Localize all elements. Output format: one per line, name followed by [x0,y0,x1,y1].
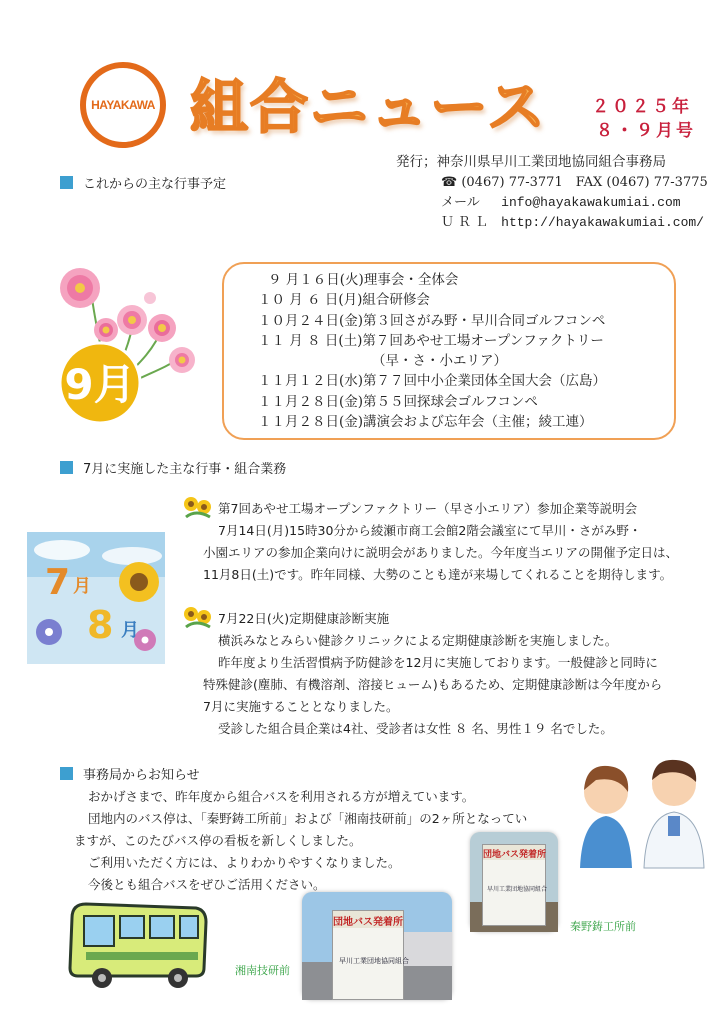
schedule-item: １０月２４日(金)第３回さがみ野・早川合同ゴルフコンペ [258,312,606,329]
square-bullet-icon [60,767,73,780]
item2-line: 横浜みなとみらい健診クリニックによる定期健康診断を実施しました。 [218,633,618,648]
phone-fax: (0467) 77-3771 FAX (0467) 77-3775 [461,175,708,190]
logo-text: HAYAKAWA [91,98,155,112]
url-label: ＵＲＬ [441,215,493,230]
bus-illustration [66,898,210,990]
item1-title: 第7回あやせ工場オープンファクトリー（早さ小エリア）参加企業等説明会 [218,501,638,516]
schedule-item: １１月２８日(金)第５５回探球会ゴルフコンペ [258,393,538,410]
bus-stop-photo-shonan [302,892,452,1000]
phone-icon: ☎ [441,175,458,190]
doctor-figure [644,760,704,868]
sign-subtitle: 早川工業団地協同組合 [339,957,409,965]
section-heading-schedule [60,173,226,192]
issue-year: ２０２５年 [592,97,692,117]
sign-subtitle: 早川工業団地協同組合 [487,886,548,893]
item2-line: 特殊健診(塵肺、有機溶剤、溶接ヒューム)もあるため、定期健康診断は今年度から [203,677,663,692]
schedule-heading: これからの主な行事予定 [83,177,227,192]
july-august-illustration [27,532,165,664]
hayakawa-logo [80,62,166,148]
bus-stop-sign [332,910,409,1000]
sunflower-bullet-icon [182,605,214,631]
sign-title: 団地バス発着所 [483,845,545,860]
schedule-list [258,270,606,432]
month-badge-text: 9月 [64,360,136,409]
square-bullet-icon [60,461,73,474]
notice-line: ますが、このたびバス停の看板を新しくしました。 [74,833,362,848]
notice-heading: 事務局からお知らせ [83,768,200,783]
art-month-7: 7 [45,562,71,603]
item2-line: 7月に実施することとなりました。 [203,699,399,714]
phone-line [441,171,708,190]
item2-title: 7月22日(火)定期健康診断実施 [218,611,390,626]
sunflower-icon [119,562,159,602]
bus-stop-sign [482,844,546,926]
sign-title: 団地バス発着所 [333,911,403,928]
mail-line [441,191,681,210]
health-consultation-illustration [574,750,708,870]
notice-line: ご利用いただく方には、よりわかりやすくなりました。 [88,855,401,870]
notice-line: 団地内のバス停は、「秦野鋳工所前」および「湘南技研前」の2ヶ所となってい [88,811,528,826]
schedule-item: １１ 月 ８ 日(土)第７回あやせ工場オープンファクトリー [258,332,604,349]
item1-line: 7月14日(月)15時30分から綾瀬市商工会館2階会議室にて早川・さがみ野・ [218,523,642,538]
caption-shonan: 湘南技研前 [235,964,290,977]
item1-line: 小園エリアの参加企業向けに説明会がありました。今年度当エリアの開催予定日は、 [203,545,679,560]
notice-line: おかげさまで、昨年度から組合バスを利用される方が増えています。 [88,789,475,804]
cosmos-flower-illustration [40,258,210,434]
url-line [441,211,704,230]
bus-stop-photo-hadano [470,832,558,932]
issue-month: ８・９月号 [596,121,696,141]
art-month-unit-2: 月 [121,620,139,641]
sunflower-bullet-icon [182,495,214,521]
newsletter-title: 組合ニュース [190,73,548,141]
item2-line: 受診した組合員企業は4社、受診者は女性 ８ 名、男性１９ 名でした。 [218,721,613,736]
art-month-8: 8 [87,603,114,647]
square-bullet-icon [60,176,73,189]
schedule-item: １１月１２日(水)第７７回中小企業団体全国大会（広島） [258,373,607,390]
july-heading: 7月に実施した主な行事・組合業務 [83,462,287,477]
section-heading-july [60,458,286,477]
url-link[interactable]: http://hayakawakumiai.com/ [501,215,704,230]
caption-hadano: 秦野鋳工所前 [570,920,636,933]
schedule-item: （早・さ・小エリア） [372,353,507,370]
mail-label: メール [441,195,480,210]
schedule-item: ９ 月１６日(火)理事会・全体会 [268,272,459,288]
schedule-item: １０ 月 ６ 日(月)組合研修会 [258,292,430,309]
patient-figure [580,766,632,868]
schedule-item: １１月２８日(金)講演会および忘年会（主催；綾工連） [258,414,593,431]
section-heading-notice [60,764,200,783]
notice-line: 今後とも組合バスをぜひご活用ください。 [88,877,326,892]
item2-line: 昨年度より生活習慣病予防健診を12月に実施しております。一般健診と同時に [218,655,658,670]
mail-address[interactable]: info@hayakawakumiai.com [501,195,681,210]
publisher: 発行；神奈川県早川工業団地協同組合事務局 [396,154,666,170]
art-month-unit-1: 月 [73,576,91,597]
item1-line: 11月8日(土)です。昨年同様、大勢のことも達が来場してくれることを期待します。 [203,567,673,582]
